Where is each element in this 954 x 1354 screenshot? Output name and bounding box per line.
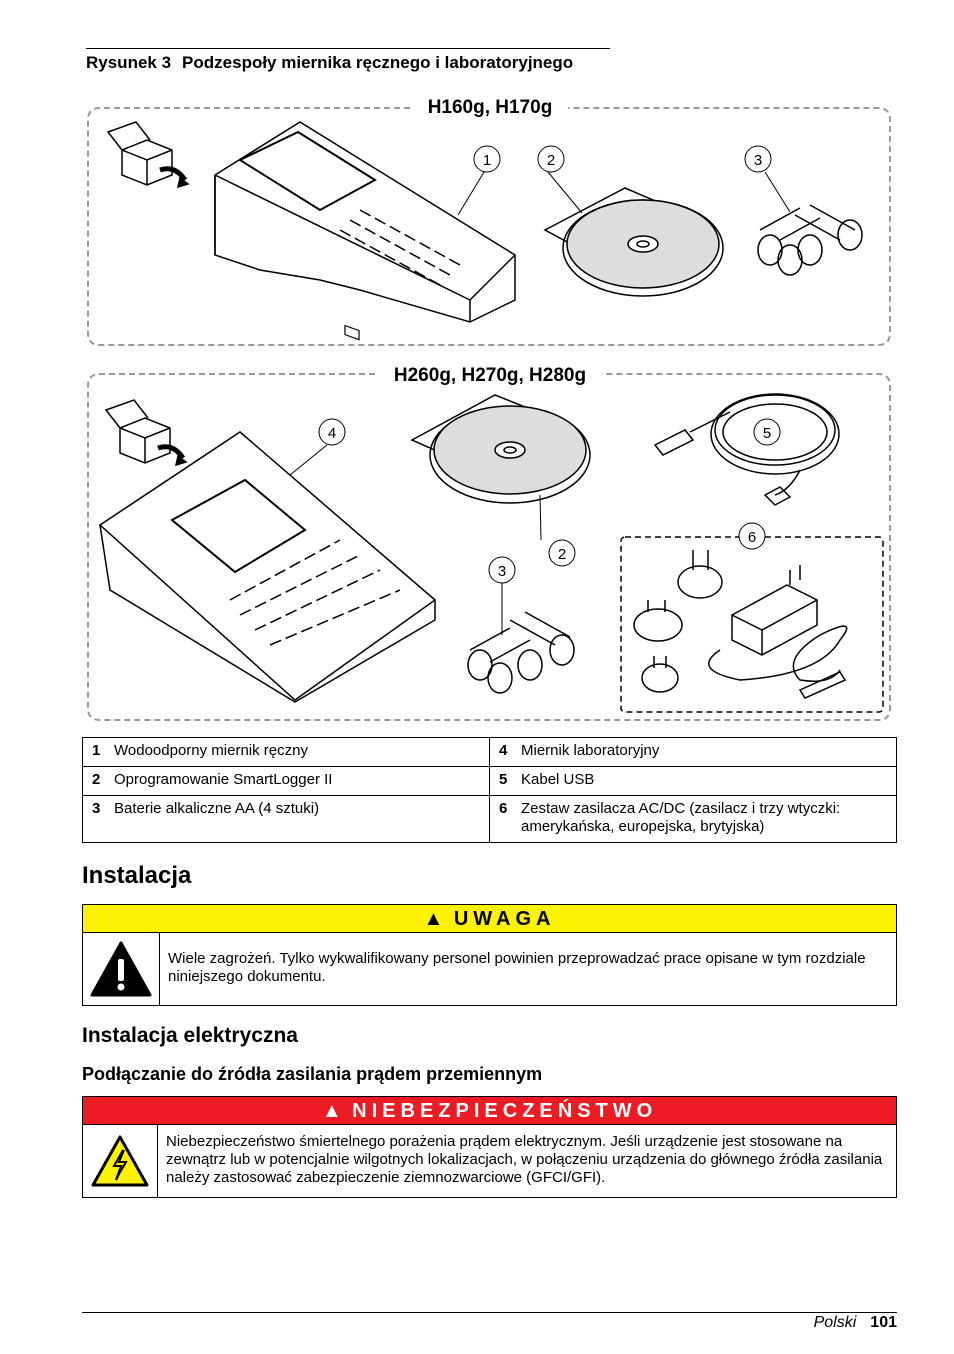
caution-header: UWAGA: [453, 908, 556, 930]
caution-box: [82, 904, 897, 1006]
page-number: 101: [870, 1314, 897, 1331]
callout-1: 1: [482, 152, 492, 169]
callout-3: 3: [497, 563, 507, 580]
warning-triangle-icon: ▲: [423, 908, 444, 930]
subsubsection-heading: Podłączanie do źródła zasilania prądem przemiennym: [82, 1064, 543, 1084]
section-heading: Instalacja: [82, 862, 192, 889]
subsection-heading: Instalacja elektryczna: [82, 1024, 298, 1047]
legend-number: 4: [499, 742, 508, 759]
callout-4: 4: [327, 425, 337, 442]
table-row: [83, 738, 897, 767]
unpack-box-icon: [106, 400, 186, 465]
figure-label: Rysunek 3: [86, 53, 172, 72]
group-label-handheld: H160g, H170g: [427, 97, 553, 118]
lab-meter-illustration: [100, 432, 435, 702]
legend-number: 5: [499, 771, 508, 788]
software-cd-illustration: [412, 395, 590, 503]
caution-text: Wiele zagrożeń. Tylko wykwalifikowany personel powinien przeprowadzać prace opisane w tym rozdziale niniejszego dokumentu.: [168, 950, 866, 985]
legend-text: Miernik laboratoryjny: [521, 742, 660, 759]
footer-language: Polski: [813, 1314, 857, 1331]
legend-number: 6: [499, 800, 508, 817]
aa-batteries-illustration: [468, 612, 574, 693]
legend-number: 2: [92, 771, 101, 788]
legend-text: Baterie alkaliczne AA (4 sztuki): [114, 800, 320, 817]
figure-legend-table: [82, 737, 897, 843]
legend-text: Oprogramowanie SmartLogger II: [114, 771, 333, 788]
callout-2: 2: [546, 152, 556, 169]
danger-header: NIEBEZPIECZEŃSTWO: [352, 1100, 658, 1122]
legend-text: Kabel USB: [521, 771, 595, 788]
power-adapter-illustration: [634, 550, 847, 698]
legend-text: Wodoodporny miernik ręczny: [114, 742, 308, 759]
page-footer: [82, 1312, 897, 1332]
legend-number: 3: [92, 800, 101, 817]
unpack-box-icon: [108, 122, 188, 187]
table-row: [83, 796, 897, 843]
electrical-hazard-icon: [83, 1125, 158, 1197]
exclamation-triangle-icon: [83, 933, 160, 1005]
callout-6: 6: [747, 529, 757, 546]
danger-box: [82, 1096, 897, 1198]
usb-cable-illustration: [655, 394, 839, 505]
legend-text: Zestaw zasilacza AC/DC (zasilacz i trzy wtyczki: amerykańska, europejska, brytyjska): [521, 800, 841, 835]
table-row: [83, 767, 897, 796]
danger-text: Niebezpieczeństwo śmiertelnego porażenia prądem elektrycznym. Jeśli urządzenie jest stosowane na zewnątrz lub w potencjalnie wilgotnych lokalizacjach, w połączeniu urządzenia do głównego źródła zasilania należy zastosować zabezpieczenie ziemnozwarciowe (GFCI/GFI).: [166, 1133, 883, 1186]
callout-2: 2: [557, 546, 567, 563]
software-cd-illustration: [545, 188, 723, 296]
aa-batteries-illustration: [758, 205, 862, 275]
handheld-meter-illustration: [215, 122, 515, 340]
callout-5: 5: [762, 425, 772, 442]
warning-triangle-icon: ▲: [321, 1100, 342, 1122]
group-label-lab: H260g, H270g, H280g: [393, 365, 587, 386]
figure-caption: Podzespoły miernika ręcznego i laboratoryjnego: [182, 53, 574, 72]
legend-number: 1: [92, 742, 101, 759]
callout-3: 3: [753, 152, 763, 169]
